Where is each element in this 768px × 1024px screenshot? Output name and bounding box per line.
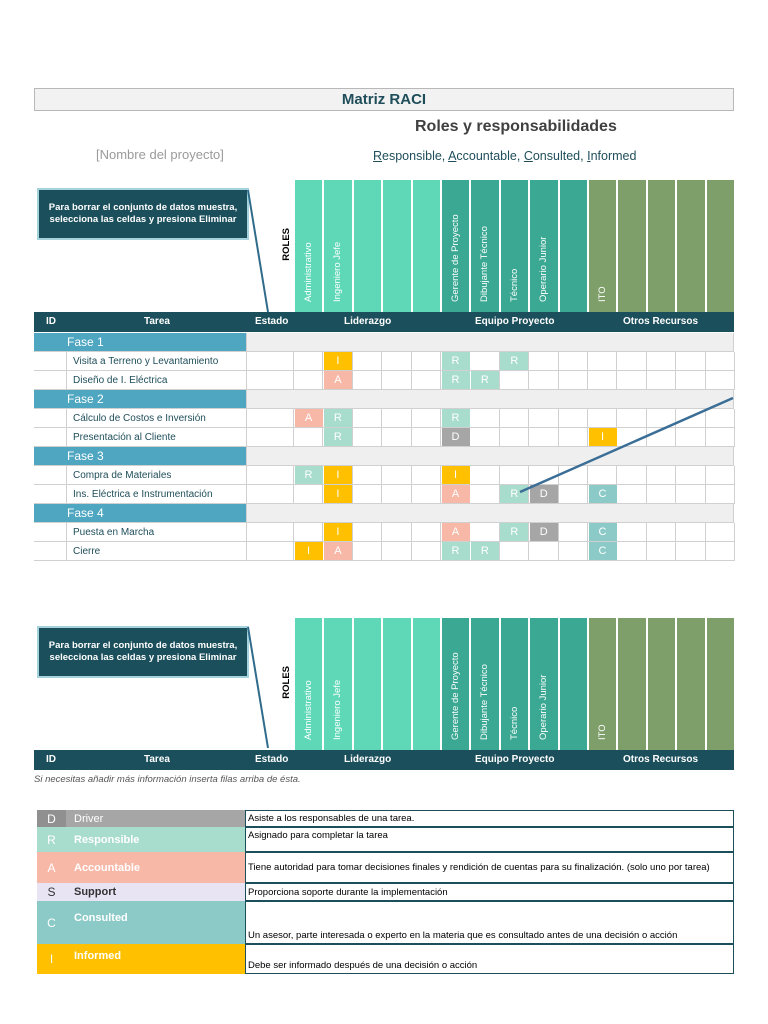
legend-row [37, 810, 734, 827]
legend-name: Consulted [66, 901, 245, 944]
header-state: Estado [255, 754, 289, 765]
phase-label: Fase 1 [34, 333, 247, 352]
legend-description: Asignado para completar la tarea [245, 827, 734, 852]
legend-name: Informed [66, 944, 245, 974]
role-name: Administrativo [303, 680, 315, 740]
role-name: Gerente de Proyecto [450, 214, 462, 302]
raci-assignment[interactable]: R [471, 542, 499, 560]
role-name: Ingeniero Jefe [332, 241, 344, 302]
raci-assignment[interactable]: A [295, 409, 323, 427]
callout-pointer-2 [248, 627, 268, 748]
legend-row [37, 901, 734, 944]
role-name: Dibujante Técnico [479, 226, 491, 302]
role-name: Dibujante Técnico [479, 664, 491, 740]
legend-name: Driver [66, 810, 245, 827]
raci-assignment[interactable]: C [589, 542, 617, 560]
raci-key-initial: I [587, 149, 591, 163]
raci-key-word: ccountable, [456, 149, 524, 163]
raci-assignment[interactable]: I [324, 352, 352, 370]
header-leadership: Liderazgo [344, 754, 392, 765]
raci-key-initial: R [373, 149, 383, 163]
task-name-cell[interactable]: Cálculo de Costos e Inversión [67, 409, 247, 428]
raci-assignment[interactable]: R [442, 352, 470, 370]
raci-assignment[interactable]: C [589, 485, 617, 503]
role-name: Ingeniero Jefe [332, 679, 344, 740]
raci-assignment[interactable]: R [471, 371, 499, 389]
raci-assignment[interactable]: A [442, 485, 470, 503]
legend-description: Proporciona soporte durante la implementación [245, 883, 734, 901]
legend-row [37, 852, 734, 883]
raci-assignment[interactable]: C [589, 523, 617, 541]
raci-key-initial: C [523, 149, 533, 163]
header-project-team: Equipo Proyecto [475, 754, 555, 765]
annotation-pointer [520, 398, 733, 492]
raci-key-word: nformed [590, 149, 637, 163]
raci-assignment[interactable]: D [442, 428, 470, 446]
role-name: Técnico [508, 706, 520, 740]
legend-letter: S [37, 883, 66, 901]
insert-rows-note: Si necesitas añadir más información inserta filas arriba de ésta. [34, 774, 301, 785]
raci-assignment[interactable]: A [324, 371, 352, 389]
raci-assignment[interactable]: R [500, 352, 528, 370]
raci-assignment[interactable]: I [324, 466, 352, 484]
task-name-cell[interactable]: Ins. Eléctrica e Instrumentación [67, 485, 247, 504]
raci-assignment[interactable]: I [589, 428, 617, 446]
legend-description: Tiene autoridad para tomar decisiones finales y rendición de cuentas para su finalización. (solo uno por tarea) [245, 852, 734, 883]
legend-letter: A [37, 852, 66, 883]
legend-name: Responsible [66, 827, 245, 852]
raci-assignment[interactable]: R [324, 428, 352, 446]
raci-assignment[interactable]: R [324, 409, 352, 427]
legend-name: Accountable [66, 852, 245, 883]
raci-key-word: onsulted, [532, 149, 588, 163]
legend-row [37, 944, 734, 974]
raci-assignment[interactable]: I [295, 542, 323, 560]
legend-letter: C [37, 901, 66, 944]
page-title: Matriz RACI [34, 88, 734, 111]
header-task: Tarea [144, 754, 170, 765]
phase-label: Fase 3 [34, 447, 247, 466]
header-other-resources: Otros Recursos [623, 316, 699, 327]
legend-letter: D [37, 810, 66, 827]
role-name: Operario Junior [538, 674, 550, 740]
raci-assignment[interactable]: A [324, 542, 352, 560]
roles-label: ROLES [281, 228, 292, 261]
raci-assignment[interactable]: R [442, 542, 470, 560]
project-name-placeholder[interactable]: [Nombre del proyecto] [96, 147, 224, 162]
raci-assignment[interactable]: I [324, 523, 352, 541]
legend-row [37, 827, 734, 852]
task-name-cell[interactable]: Puesta en Marcha [67, 523, 247, 542]
header-project-team: Equipo Proyecto [475, 316, 555, 327]
raci-assignment[interactable]: R [442, 409, 470, 427]
task-name-cell[interactable]: Compra de Materiales [67, 466, 247, 485]
raci-key-word: esponsible, [382, 149, 449, 163]
raci-assignment[interactable]: I [442, 466, 470, 484]
raci-assignment[interactable]: D [530, 523, 558, 541]
task-name-cell[interactable]: Visita a Terreno y Levantamiento [67, 352, 247, 371]
task-name-cell[interactable]: Presentación al Cliente [67, 428, 247, 447]
role-name: Técnico [508, 268, 520, 302]
header-other-resources: Otros Recursos [623, 754, 699, 765]
delete-sample-callout: Para borrar el conjunto de datos muestra, selecciona las celdas y presiona Eliminar [37, 188, 249, 240]
phase-label: Fase 4 [34, 504, 247, 523]
delete-sample-callout: Para borrar el conjunto de datos muestra, selecciona las celdas y presiona Eliminar [37, 626, 249, 678]
legend-name: Support [66, 883, 245, 901]
header-id: ID [46, 316, 56, 327]
raci-assignment[interactable]: R [442, 371, 470, 389]
callout-pointer-1 [248, 190, 268, 312]
task-name-cell[interactable]: Diseño de I. Eléctrica [67, 371, 247, 390]
raci-key-initial: A [448, 149, 457, 163]
raci-assignment[interactable]: I [324, 485, 352, 503]
role-name: ITO [597, 724, 609, 740]
role-name: Administrativo [303, 242, 315, 302]
raci-assignment[interactable]: R [295, 466, 323, 484]
raci-assignment[interactable]: D [530, 485, 558, 503]
header-leadership: Liderazgo [344, 316, 392, 327]
phase-label: Fase 2 [34, 390, 247, 409]
role-name: Gerente de Proyecto [450, 652, 462, 740]
header-id: ID [46, 754, 56, 765]
raci-assignment[interactable]: A [442, 523, 470, 541]
raci-assignment[interactable]: R [500, 485, 528, 503]
role-name: ITO [597, 286, 609, 302]
role-name: Operario Junior [538, 236, 550, 302]
legend-description: Un asesor, parte interesada o experto en la materia que es consultado antes de una decisión o acción [245, 901, 734, 944]
subtitle: Roles y responsabilidades [415, 118, 617, 135]
legend-row [37, 883, 734, 901]
header-state: Estado [255, 316, 289, 327]
legend-letter: I [37, 944, 66, 974]
task-name-cell[interactable]: Cierre [67, 542, 247, 561]
legend-description: Asiste a los responsables de una tarea. [245, 810, 734, 827]
roles-label: ROLES [281, 666, 292, 699]
raci-assignment[interactable]: R [500, 523, 528, 541]
legend-description: Debe ser informado después de una decisión o acción [245, 944, 734, 974]
header-task: Tarea [144, 316, 170, 327]
legend-letter: R [37, 827, 66, 852]
